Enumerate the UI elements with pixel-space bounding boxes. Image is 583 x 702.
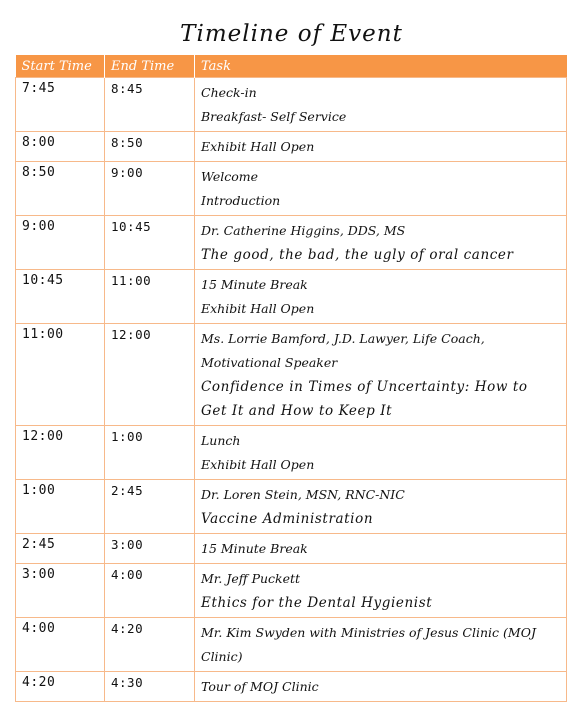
table-row	[16, 162, 567, 216]
task-line: Dr. Loren Stein, MSN, RNC-NIC	[201, 487, 405, 502]
task-line: Introduction	[201, 193, 281, 208]
end-time-cell: 9:00	[105, 162, 195, 216]
task-cell	[195, 426, 567, 480]
task-cell	[195, 162, 567, 216]
start-time-cell: 11:00	[16, 324, 105, 426]
task-cell	[195, 216, 567, 270]
table-row	[16, 564, 567, 618]
task-cell	[195, 270, 567, 324]
task-cell	[195, 324, 567, 426]
start-time-cell: 12:00	[16, 426, 105, 480]
table-row	[16, 216, 567, 270]
task-cell	[195, 78, 567, 132]
task-line: Lunch	[201, 433, 241, 448]
task-line: Breakfast- Self Service	[201, 109, 347, 124]
task-line: Exhibit Hall Open	[201, 457, 315, 472]
task-line: 15 Minute Break	[201, 541, 308, 556]
page-title: Timeline of Event	[180, 21, 403, 47]
table-row	[16, 480, 567, 534]
task-line: Dr. Catherine Higgins, DDS, MS	[201, 223, 406, 238]
task-cell	[195, 534, 567, 564]
task-line: Exhibit Hall Open	[201, 301, 315, 316]
end-time-cell: 11:00	[105, 270, 195, 324]
task-line: Get It and How to Keep It	[201, 403, 393, 419]
timeline-table	[15, 55, 567, 702]
start-time-cell: 4:20	[16, 672, 105, 702]
end-time-cell: 1:00	[105, 426, 195, 480]
header-task: Task	[195, 55, 567, 78]
task-line: Exhibit Hall Open	[201, 139, 315, 154]
end-time-cell: 4:30	[105, 672, 195, 702]
end-time-cell: 10:45	[105, 216, 195, 270]
timeline-rows	[16, 78, 567, 702]
table-row	[16, 534, 567, 564]
end-time-cell: 2:45	[105, 480, 195, 534]
end-time-cell: 12:00	[105, 324, 195, 426]
end-time-cell: 3:00	[105, 534, 195, 564]
task-line: Ms. Lorrie Bamford, J.D. Lawyer, Life Coach,	[201, 331, 485, 346]
task-line: Confidence in Times of Uncertainty: How to	[201, 379, 528, 395]
start-time-cell: 8:00	[16, 132, 105, 162]
task-cell	[195, 132, 567, 162]
end-time-cell: 4:00	[105, 564, 195, 618]
header-start-time: Start Time	[16, 55, 105, 78]
task-cell	[195, 672, 567, 702]
table-row	[16, 618, 567, 672]
end-time-cell: 8:45	[105, 78, 195, 132]
task-line: Clinic)	[201, 649, 243, 664]
table-row	[16, 426, 567, 480]
task-line: Motivational Speaker	[201, 355, 338, 370]
table-row	[16, 324, 567, 426]
start-time-cell: 2:45	[16, 534, 105, 564]
task-cell	[195, 564, 567, 618]
task-line: Mr. Kim Swyden with Ministries of Jesus Clinic (MOJ	[201, 625, 536, 640]
start-time-cell: 8:50	[16, 162, 105, 216]
task-line: Tour of MOJ Clinic	[201, 679, 319, 694]
end-time-cell: 8:50	[105, 132, 195, 162]
task-cell	[195, 480, 567, 534]
table-row	[16, 672, 567, 702]
task-cell	[195, 618, 567, 672]
start-time-cell: 9:00	[16, 216, 105, 270]
task-line: 15 Minute Break	[201, 277, 308, 292]
task-line: Ethics for the Dental Hygienist	[201, 595, 433, 611]
start-time-cell: 7:45	[16, 78, 105, 132]
end-time-cell: 4:20	[105, 618, 195, 672]
task-line: Mr. Jeff Puckett	[201, 571, 301, 586]
table-header-row	[16, 55, 567, 78]
start-time-cell: 4:00	[16, 618, 105, 672]
table-row	[16, 270, 567, 324]
task-line: Check-in	[201, 85, 257, 100]
start-time-cell: 1:00	[16, 480, 105, 534]
task-line: Vaccine Administration	[201, 511, 374, 527]
start-time-cell: 3:00	[16, 564, 105, 618]
start-time-cell: 10:45	[16, 270, 105, 324]
header-end-time: End Time	[105, 55, 195, 78]
task-line: Welcome	[201, 169, 259, 184]
table-row	[16, 132, 567, 162]
table-row	[16, 78, 567, 132]
task-line: The good, the bad, the ugly of oral cancer	[201, 247, 514, 263]
